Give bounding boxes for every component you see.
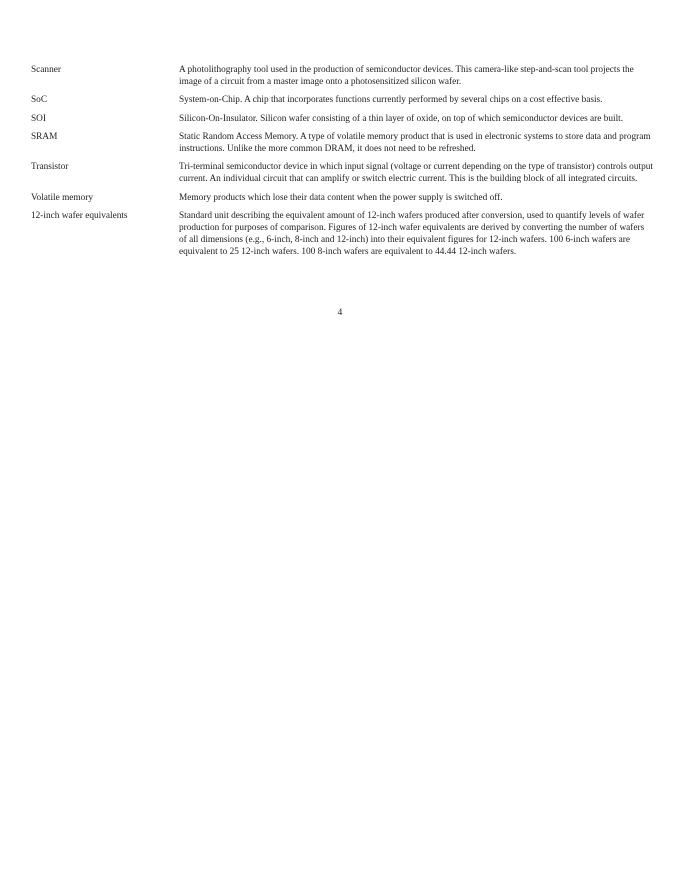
glossary-definition: Standard unit describing the equivalent amount of 12-inch wafers produced after conversion, used to quantify levels of wafer production for purposes of comparison. Figures of 12-inch wafer equivalents are derived by converting the number of wafers of all dimensions (e.g., 6-inch, 8-inch and 12-inch) into their equivalent figures for 12-inch wafers. 100 6-inch wafers are equivalent to 25 12-inch wafers. 100 8-inch wafers are equivalent to 44.44 12-inch wafers. bbox=[179, 210, 645, 258]
glossary-term: SRAM bbox=[31, 131, 58, 142]
glossary-term: Transistor bbox=[31, 162, 69, 173]
glossary-definition: Tri-terminal semiconductor device in which input signal (voltage or current depending on the type of transistor) controls output current. An individual circuit that can amplify or switch electric current. This is the building block of all integrated circuits. bbox=[179, 162, 653, 185]
glossary-list bbox=[31, 64, 653, 265]
glossary-definition: Silicon-On-Insulator. Silicon wafer consisting of a thin layer of oxide, on top of which semiconductor devices are built. bbox=[179, 113, 624, 124]
page-number: 4 bbox=[337, 308, 343, 318]
glossary-entry bbox=[31, 94, 653, 106]
glossary-definition: A photolithography tool used in the production of semiconductor devices. This camera-like step-and-scan tool projects the image of a circuit from a master image onto a photosensitized silicon wafer. bbox=[179, 65, 634, 88]
glossary-entry bbox=[31, 161, 653, 185]
glossary-definition: System-on-Chip. A chip that incorporates functions currently performed by several chips on a cost effective basis. bbox=[179, 95, 603, 106]
glossary-definition: Memory products which lose their data content when the power supply is switched off. bbox=[179, 192, 503, 203]
glossary-term: Scanner bbox=[31, 65, 61, 75]
glossary-entry bbox=[31, 113, 653, 125]
glossary-entry bbox=[31, 192, 653, 204]
glossary-definition: Static Random Access Memory. A type of volatile memory product that is used in electronic systems to store data and program instructions. Unlike the more common DRAM, it does not need to be refreshed. bbox=[179, 131, 651, 155]
glossary-term: SOI bbox=[31, 113, 46, 124]
glossary-term: 12-inch wafer equivalents bbox=[31, 210, 128, 221]
glossary-entry bbox=[31, 131, 653, 155]
glossary-entry bbox=[31, 64, 653, 88]
glossary-term: SoC bbox=[31, 95, 48, 106]
glossary-entry bbox=[31, 210, 653, 259]
glossary-term: Volatile memory bbox=[31, 192, 94, 203]
